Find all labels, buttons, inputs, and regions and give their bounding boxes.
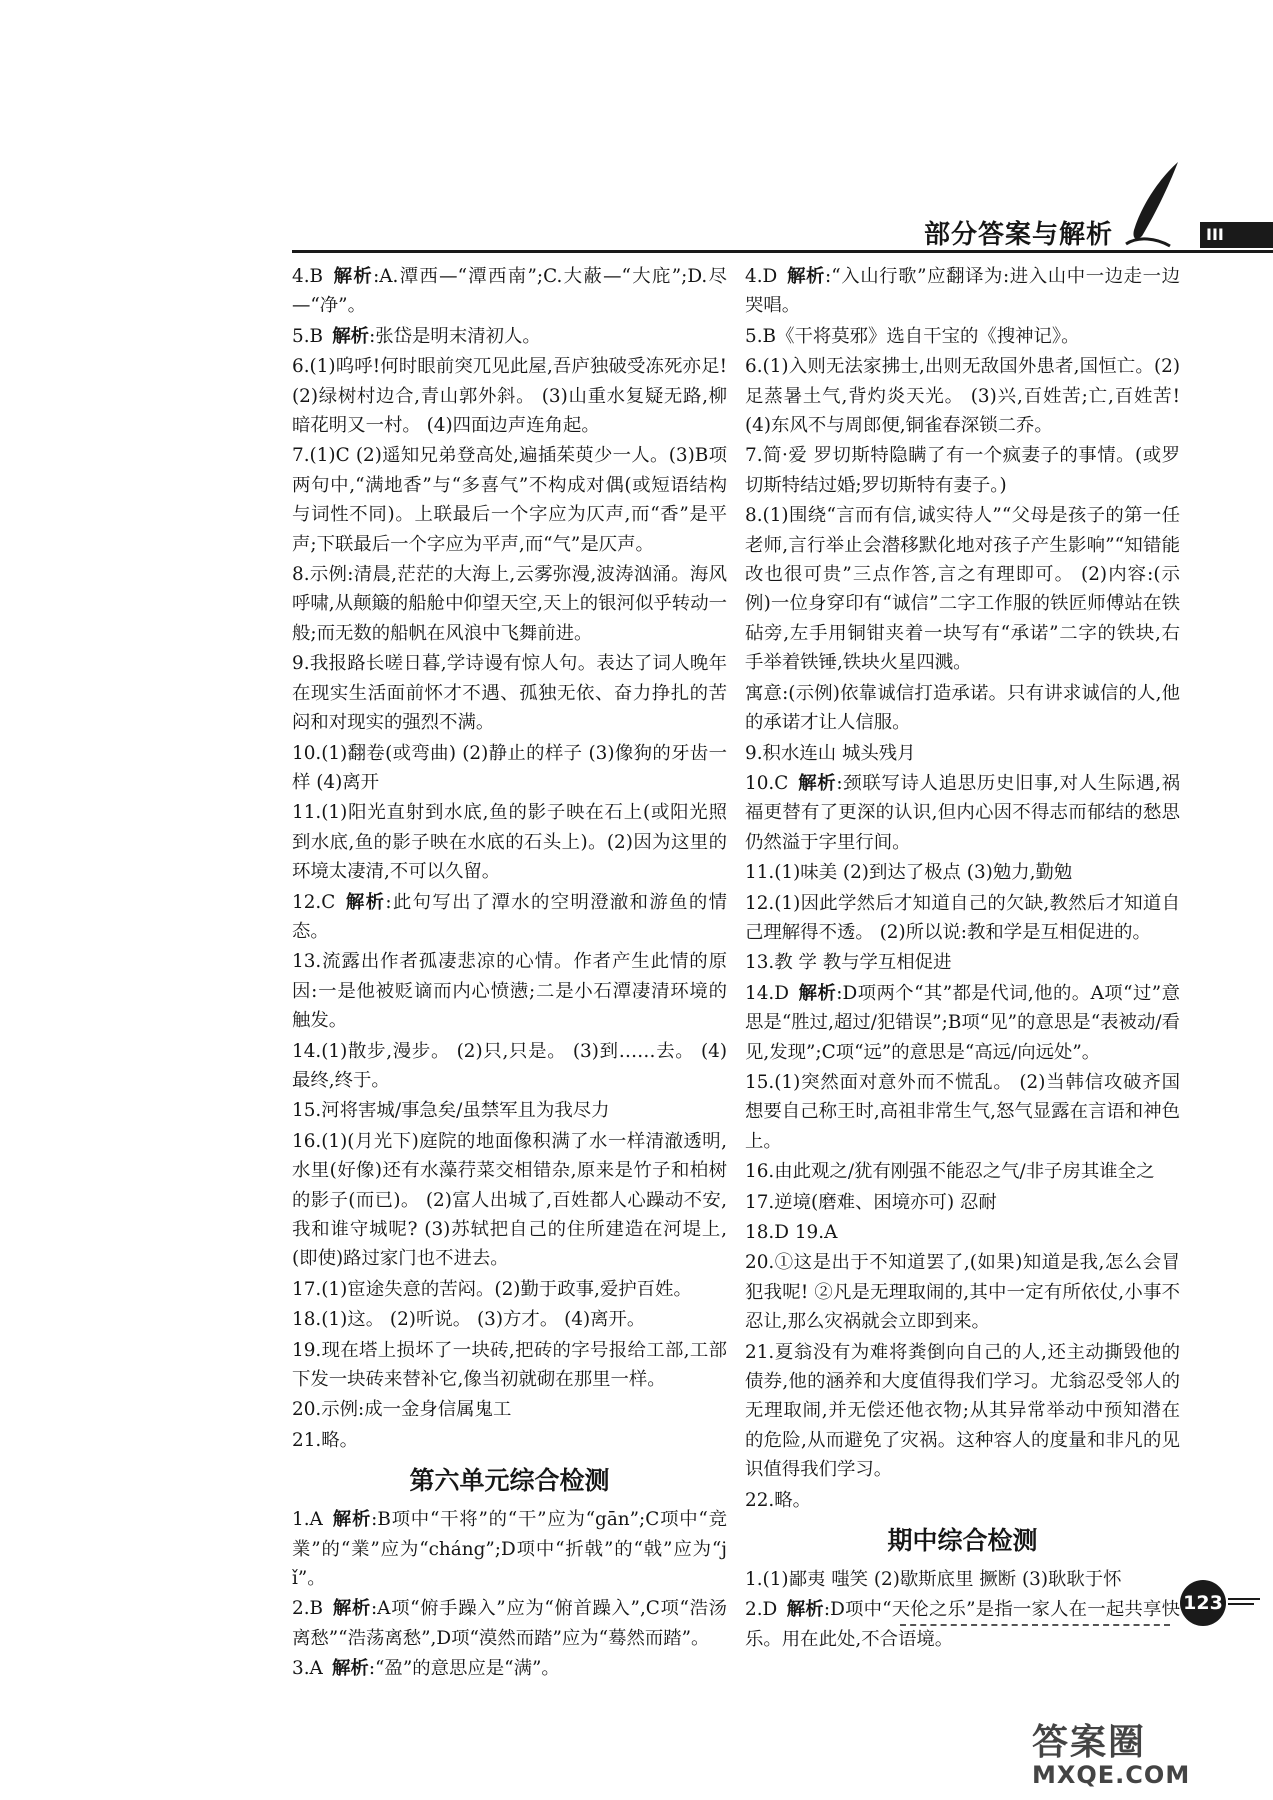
answer-item [292, 1594, 727, 1653]
answer-text: 略。 [774, 1489, 812, 1511]
answer-number: 17. [292, 1278, 322, 1300]
answer-item [292, 1096, 727, 1125]
answer-text: :“入山行歌”应翻译为:进入山中一边走一边哭唱。 [745, 266, 1180, 317]
answer-number: 21. [745, 1341, 775, 1363]
answer-text: 逆境(磨难、困境亦可) 忍耐 [774, 1191, 997, 1213]
analysis-label: 解析 [798, 982, 837, 1004]
header-rule [292, 250, 1273, 253]
answer-text: 我报路长嗟日暮,学诗谩有惊人句。表达了词人晚年在现实生活面前怀才不遇、孤独无依、奋力挣扎的苦闷和对现实的强烈不满。 [292, 653, 727, 734]
answer-number: 15. [292, 1100, 322, 1122]
answer-number: 16. [292, 1130, 322, 1152]
answer-item [292, 798, 727, 886]
answer-text: 示例:成一金身信属鬼工 [321, 1399, 512, 1421]
answer-item [292, 560, 727, 648]
answer-number: 1. [745, 1569, 763, 1591]
answer-item [292, 1336, 727, 1395]
answer-item [745, 979, 1180, 1067]
answer-number: 18. [745, 1222, 775, 1243]
analysis-label: 解析 [786, 1599, 824, 1621]
answer-text: 流露出作者孤凄悲凉的心情。作者产生此情的原因:一是他被贬谪而内心愤懑;二是小石潭凄清环境的触发。 [292, 951, 727, 1032]
answer-text: :此句写出了潭水的空明澄澈和游鱼的情态。 [292, 891, 727, 942]
answer-item [292, 1395, 727, 1424]
answer-text: :张岱是明末清初人。 [369, 325, 541, 347]
answer-number: 12.C [292, 891, 336, 913]
answer-text: 教 学 教与学互相促进 [774, 952, 952, 974]
answer-number: 8. [292, 564, 310, 586]
answer-number: 12. [745, 892, 775, 914]
answer-item [292, 262, 727, 321]
answer-number: 5.B [745, 325, 777, 347]
answer-text: 《干将莫邪》选自干宝的《搜神记》。 [776, 325, 1080, 347]
answer-item [292, 739, 727, 798]
answer-number: 22. [745, 1489, 775, 1511]
watermark-url: MXQE.COM [1032, 1761, 1191, 1789]
midterm-answer-list [745, 1565, 1180, 1654]
answer-number: 15. [745, 1071, 775, 1093]
midterm-heading: 期中综合检测 [887, 1526, 1038, 1556]
answer-item [745, 858, 1180, 887]
answer-number: 7. [745, 445, 763, 467]
footer-rule [900, 1624, 1170, 1626]
answer-item [292, 1127, 727, 1274]
answer-number: 11. [745, 862, 775, 884]
answer-text: (1)C (2)遥知兄弟登高处,遍插茱萸少一人。(3)B项两句中,“满地香”与“多喜气”不构成对偶(或短语结构与词性不同)。上联最后一个字应为仄声,而“香”是平声;下联最后一个字应为平声,而“气”是仄声。 [292, 445, 727, 555]
answer-item [292, 1037, 727, 1096]
answer-text: (1)因此学然后才知道自己的欠缺,教然后才知道自己理解得不透。 (2)所以说:教和学是互相促进的。 [745, 892, 1180, 943]
answer-number: 2.D [745, 1599, 778, 1621]
answer-text: 寓意:(示例)依靠诚信打造承诺。只有讲求诚信的人,他的承诺才让人信服。 [745, 682, 1180, 734]
unit6-heading: 第六单元综合检测 [409, 1466, 610, 1496]
header-title: 部分答案与解析 [924, 220, 1114, 250]
answer-text: (1)翻卷(或弯曲) (2)静止的样子 (3)像狗的牙齿一样 (4)离开 [292, 742, 727, 793]
answer-item [745, 948, 1180, 977]
analysis-label: 解析 [332, 1509, 372, 1531]
analysis-label: 解析 [332, 266, 374, 287]
answer-number: 19. [292, 1339, 322, 1361]
answer-item [292, 1305, 727, 1334]
answer-text: (1)围绕“言而有信,诚实待人”“父母是孩子的第一任老师,言行举止会潜移默化地对孩子产生影响”“知错能改也很可贵”三点作答,言之有理即可。 (2)内容:(示例)一位身穿印有“诚信”二字工作服的铁匠师傅站在铁砧旁,左手用铜钳夹着一块写有“承诺”二字的铁块,右手举着铁锤,铁块火星四溅。 [745, 505, 1180, 674]
answer-text: :A项“俯手躁入”应为“俯首躁入”,C项“浩汤离愁”“浩荡离愁”,D项“漠然而踏”应为“蓦然而踏”。 [292, 1598, 727, 1649]
answer-text: :A.潭西—“潭西南”;C.大蔽—“大庇”;D.尽—“净”。 [292, 266, 727, 317]
answer-text: D 19.A [774, 1222, 838, 1243]
answer-item [745, 441, 1180, 500]
answer-number: 17. [745, 1191, 775, 1213]
answer-number: 14. [292, 1040, 322, 1062]
answer-number: 6. [292, 356, 310, 378]
answer-item [745, 889, 1180, 948]
answer-text: ①这是出于不知道罢了,(如果)知道是我,怎么会冒犯我呢! ②凡是无理取闹的,其中一定有所依仗,小事不忍让,那么灾祸就会立即到来。 [745, 1252, 1180, 1333]
answer-item [292, 1654, 727, 1683]
answer-item [745, 679, 1180, 738]
answer-number: 10. [292, 742, 322, 764]
analysis-label: 解析 [332, 1658, 369, 1680]
answer-item [292, 888, 727, 947]
analysis-label: 解析 [344, 891, 386, 913]
answer-text: 略。 [321, 1429, 359, 1451]
answer-item [292, 322, 727, 351]
answer-item [292, 441, 727, 559]
answer-number: 8. [745, 505, 763, 527]
left-column [292, 262, 727, 1685]
answer-number: 11. [292, 802, 322, 824]
answer-item [292, 1426, 727, 1455]
answer-item [745, 1068, 1180, 1156]
answer-text: (1)这。 (2)听说。 (3)方才。 (4)离开。 [321, 1309, 646, 1331]
page-number-arrow-icon [1228, 1594, 1268, 1612]
answer-text: (1)突然面对意外而不慌乱。 (2)当韩信攻破齐国想要自己称王时,高祖非常生气,怒气显露在言语和神色上。 [745, 1071, 1180, 1152]
header-tab: III [1200, 222, 1273, 248]
watermark-logo: 答案圈 [1032, 1722, 1147, 1763]
answer-text: 夏翁没有为难将粪倒向自己的人,还主动撕毁他的债券,他的涵养和大度值得我们学习。尤翁忍受邻人的无理取闹,并无偿还他衣物;从其异常举动中预知潜在的危险,从而避免了灾祸。这种容人的度量和非凡的见识值得我们学习。 [745, 1341, 1180, 1481]
answer-number: 3.A [292, 1658, 323, 1680]
answer-item [292, 649, 727, 737]
answer-item [292, 1275, 727, 1304]
answer-item [745, 1565, 1180, 1594]
answer-item [745, 352, 1180, 440]
answer-item [745, 1218, 1180, 1247]
answer-item [745, 262, 1180, 321]
answer-text: 积水连山 城头残月 [762, 742, 916, 764]
answer-number: 4.B [292, 266, 324, 287]
answer-number: 6. [745, 356, 763, 378]
right-column [745, 262, 1180, 1655]
answer-text: :“盈”的意思应是“满”。 [368, 1658, 560, 1680]
page-number: 123 [1180, 1580, 1226, 1626]
answer-item [292, 947, 727, 1035]
answer-number: 16. [745, 1161, 775, 1183]
answer-number: 9. [745, 742, 763, 764]
answer-text: (1)(月光下)庭院的地面像积满了水一样清澈透明,水里(好像)还有水藻荇菜交相错杂,原来是竹子和柏树的影子(而已)。 (2)富人出城了,百姓都人心躁动不安,我和谁守城呢? (3)苏轼把自己的住所建造在河堤上,(即使)路过家门也不进去。 [292, 1130, 727, 1270]
answer-number: 13. [292, 951, 322, 973]
answer-number: 2.B [292, 1598, 324, 1620]
analysis-label: 解析 [786, 266, 826, 287]
left-answer-list [292, 262, 727, 1455]
answer-text: (1)入则无法家拂士,出则无敌国外患者,国恒亡。(2)足蒸暑土气,背灼炎天光。 (3)兴,百姓苦;亡,百姓苦! (4)东风不与周郎便,铜雀春深锁二乔。 [745, 356, 1180, 437]
answer-text: (1)呜呼!何时眼前突兀见此屋,吾庐独破受冻死亦足! (2)绿树村边合,青山郭外斜。 (3)山重水复疑无路,柳暗花明又一村。 (4)四面边声连角起。 [292, 356, 727, 437]
answer-item [745, 501, 1180, 677]
answer-number: 14.D [745, 982, 789, 1004]
answer-text: (1)阳光直射到水底,鱼的影子映在石上(或阳光照到水底,鱼的影子映在水底的石头上)。(2)因为这里的环境太凄清,不可以久留。 [292, 802, 727, 883]
answer-item [745, 1157, 1180, 1186]
answer-item [745, 739, 1180, 768]
right-answer-list [745, 262, 1180, 1515]
answer-number: 20. [745, 1252, 775, 1274]
answer-number: 7. [292, 445, 310, 467]
answer-item [745, 769, 1180, 857]
answer-text: 现在塔上损坏了一块砖,把砖的字号报给工部,工部下发一块砖来替补它,像当初就砌在那里一样。 [292, 1339, 727, 1391]
answer-item [292, 352, 727, 440]
answer-number: 9. [292, 653, 310, 675]
answer-text: 简·爱 罗切斯特隐瞒了有一个疯妻子的事情。(或罗切斯特结过婚;罗切斯特有妻子。) [745, 445, 1180, 496]
answer-text: :D项中“天伦之乐”是指一家人在一起共享快乐。用在此处,不合语境。 [745, 1599, 1180, 1650]
answer-item [745, 1486, 1180, 1515]
answer-number: 21. [292, 1429, 322, 1451]
answer-item [292, 1505, 727, 1593]
answer-number: 18. [292, 1309, 322, 1331]
answer-number: 5.B [292, 325, 324, 347]
analysis-label: 解析 [797, 772, 837, 794]
answer-text: :D项两个“其”都是代词,他的。A项“过”意思是“胜过,超过/犯错误”;B项“见”的意思是“表被动/看见,发现”;C项“远”的意思是“高远/向远处”。 [745, 982, 1180, 1063]
answer-text: (1)味美 (2)到达了极点 (3)勉力,勤勉 [774, 862, 1073, 884]
answer-text: :颈联写诗人追思历史旧事,对人生际遇,祸福更替有了更深的认识,但内心因不得志而郁结的愁思仍然溢于字里行间。 [745, 772, 1180, 853]
answer-text: (1)鄙夷 嗤笑 (2)歇斯底里 撅断 (3)耿耿于怀 [762, 1569, 1122, 1591]
analysis-label: 解析 [332, 325, 370, 347]
answer-item [745, 1188, 1180, 1217]
answer-number: 4.D [745, 266, 778, 287]
answer-number: 10.C [745, 772, 789, 794]
answer-text: (1)宦途失意的苦闷。(2)勤于政事,爱护百姓。 [321, 1278, 692, 1300]
answer-item [745, 1248, 1180, 1336]
answer-text: (1)散步,漫步。 (2)只,只是。 (3)到……去。 (4)最终,终于。 [292, 1040, 727, 1091]
answer-text: :B项中“干将”的“干”应为“gān”;C项中“竞業”的“業”应为“cháng”;D项中“折戟”的“戟”应为“jǐ”。 [292, 1509, 727, 1590]
answer-number: 13. [745, 952, 775, 974]
watermark [1032, 1724, 1190, 1788]
answer-text: 示例:清晨,茫茫的大海上,云雾弥漫,波涛汹涌。海风呼啸,从颠簸的船舱中仰望天空,天上的银河似乎转动一般;而无数的船帆在风浪中飞舞前进。 [292, 564, 727, 644]
pen-icon [1120, 160, 1190, 252]
unit6-answer-list [292, 1505, 727, 1683]
analysis-label: 解析 [332, 1598, 371, 1620]
answer-text: 由此观之/犹有刚强不能忍之气/非子房其谁全之 [774, 1161, 1155, 1183]
answer-item [745, 1338, 1180, 1485]
answer-item [745, 322, 1180, 351]
answer-text: 河将害城/事急矣/虽禁军且为我尽力 [321, 1100, 610, 1122]
answer-number: 1.A [292, 1509, 323, 1531]
answer-number: 20. [292, 1399, 322, 1421]
